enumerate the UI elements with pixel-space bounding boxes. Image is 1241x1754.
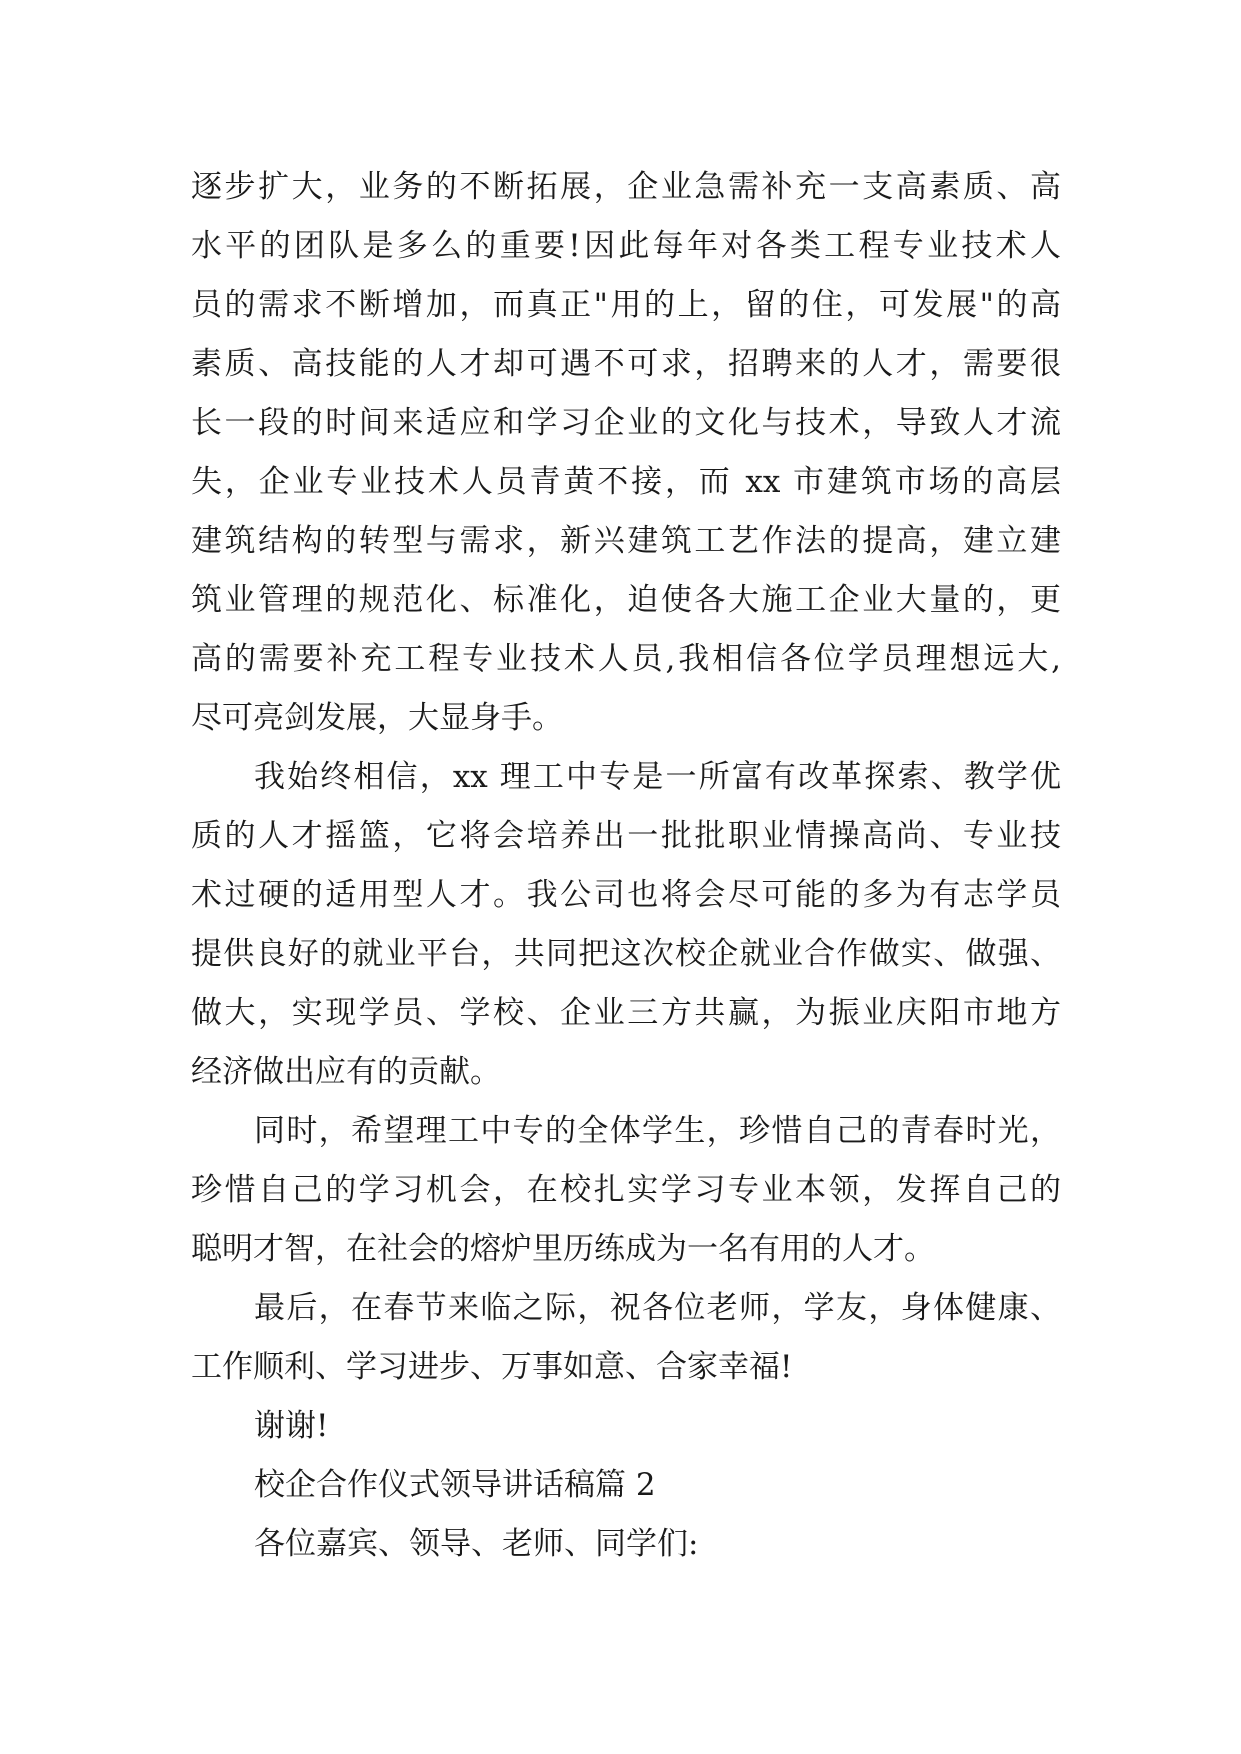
text-line: 聪明才智，在社会的熔炉里历练成为一名有用的人才。 [191,1231,935,1267]
document-body [191,158,1061,1574]
text-line: 失，企业专业技术人员青黄不接，而 xx 市建筑市场的高层 [191,464,1061,500]
paragraph-1 [191,158,1061,748]
text-line: 工作顺利、学习进步、万事如意、合家幸福! [191,1349,793,1385]
text-line: 经济做出应有的贡献。 [191,1054,501,1090]
text-line: 筑业管理的规范化、标准化，迫使各大施工企业大量的，更 [191,582,1061,618]
text-line: 员的需求不断增加，而真正"用的上，留的住，可发展"的高 [191,287,1061,323]
thanks-line: 谢谢! [254,1408,329,1444]
text-line: 做大，实现学员、学校、企业三方共赢，为振业庆阳市地方 [191,995,1061,1031]
text-line: 建筑结构的转型与需求，新兴建筑工艺作法的提高，建立建 [191,523,1061,559]
section-title: 校企合作仪式领导讲话稿篇 2 [254,1467,656,1503]
text-line: 逐步扩大，业务的不断拓展，企业急需补充一支高素质、高 [191,169,1061,205]
text-line: 长一段的时间来适应和学习企业的文化与技术，导致人才流 [191,405,1061,441]
text-line: 质的人才摇篮，它将会培养出一批批职业情操高尚、专业技 [191,818,1061,854]
text-line: 高的需要补充工程专业技术人员,我相信各位学员理想远大, [191,641,1061,677]
text-line: 同时，希望理工中专的全体学生，珍惜自己的青春时光， [254,1113,1061,1149]
text-line: 术过硬的适用型人才。我公司也将会尽可能的多为有志学员 [191,877,1061,913]
text-line: 提供良好的就业平台，共同把这次校企就业合作做实、做强、 [191,936,1061,972]
paragraph-3 [191,1102,1061,1279]
paragraph-4 [191,1279,1061,1397]
text-line: 素质、高技能的人才却可遇不可求，招聘来的人才，需要很 [191,346,1061,382]
text-line: 水平的团队是多么的重要!因此每年对各类工程专业技术人 [191,228,1061,264]
text-line: 我始终相信，xx 理工中专是一所富有改革探索、教学优 [254,759,1061,795]
paragraph-2 [191,748,1061,1102]
text-line: 最后，在春节来临之际，祝各位老师，学友，身体健康、 [254,1290,1061,1326]
salutation: 各位嘉宾、领导、老师、同学们: [254,1526,699,1562]
text-line: 尽可亮剑发展，大显身手。 [191,700,563,736]
text-line: 珍惜自己的学习机会，在校扎实学习专业本领，发挥自己的 [191,1172,1061,1208]
